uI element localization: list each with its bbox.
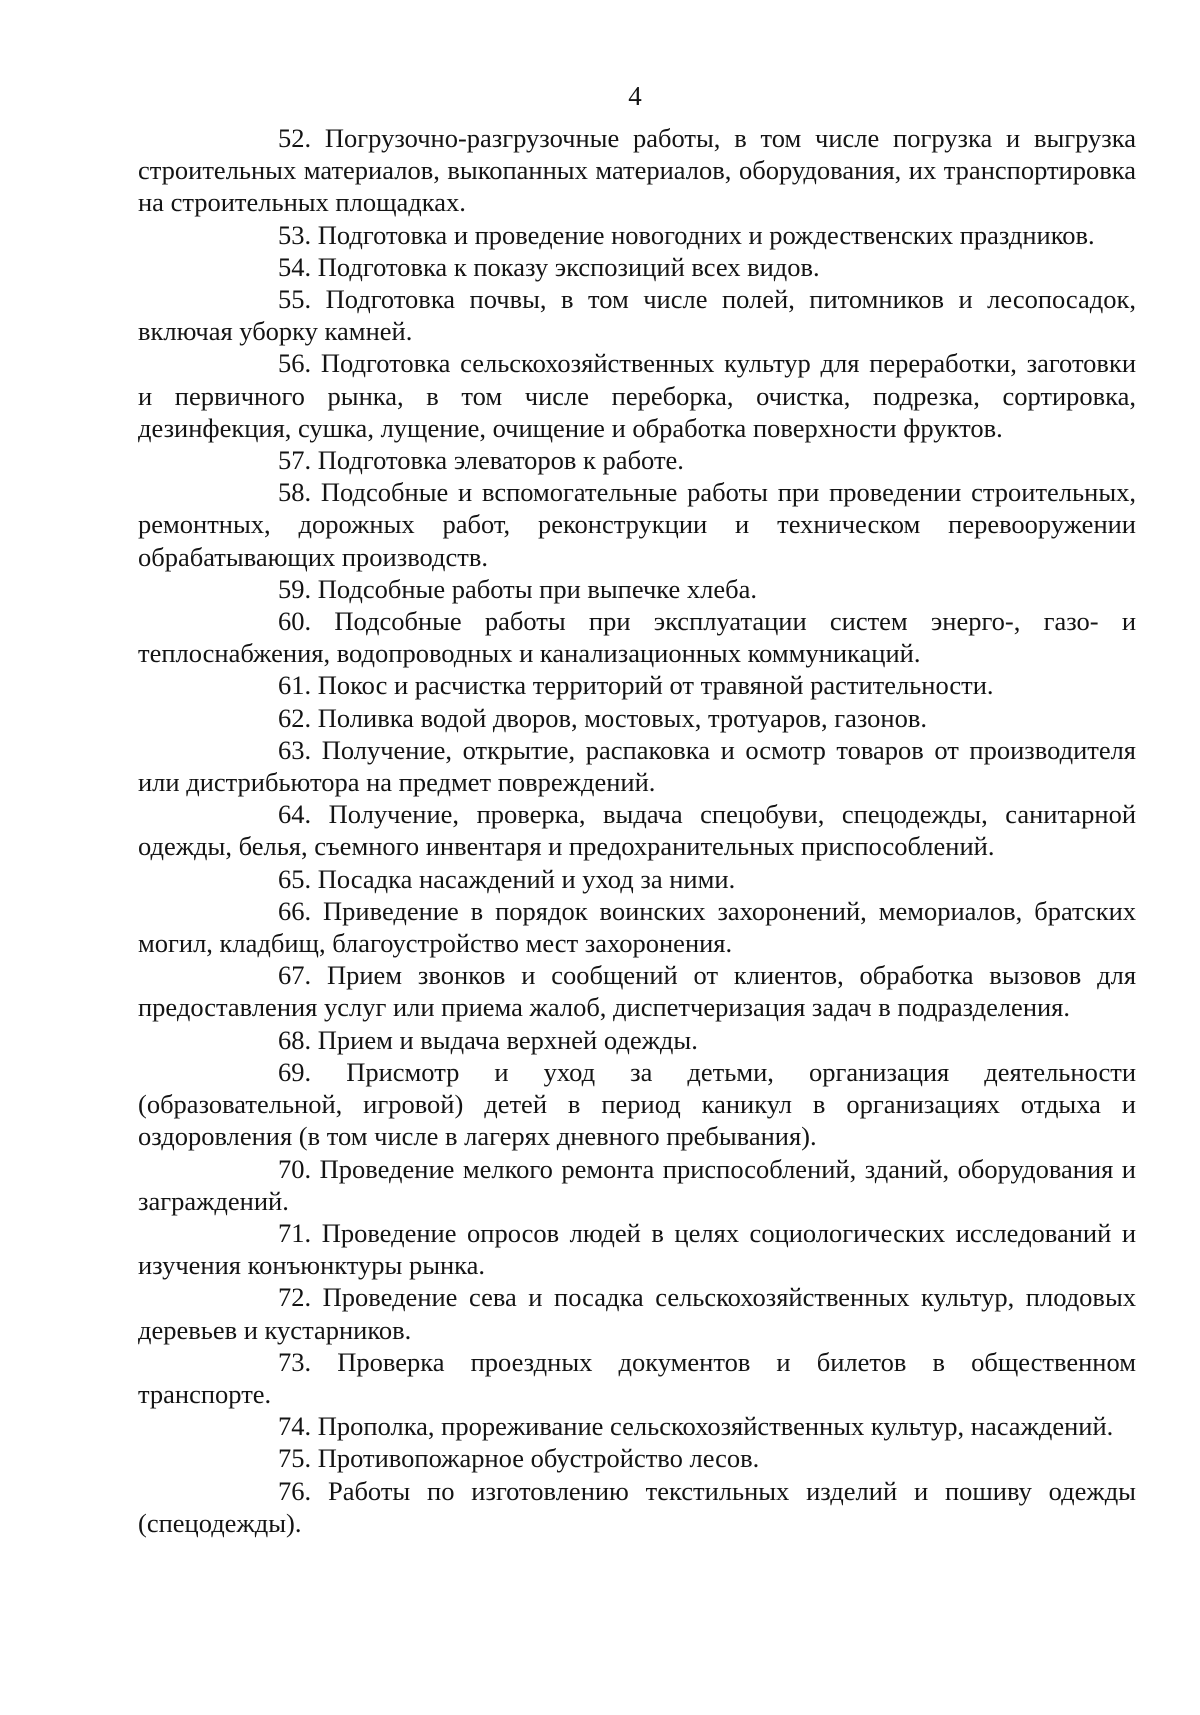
list-item-text: Подготовка и проведение новогодних и рождественских праздников. xyxy=(317,219,1095,250)
list-item xyxy=(138,219,1136,251)
list-item xyxy=(138,1346,1136,1410)
list-item-number: 59. xyxy=(278,573,312,604)
list-item-number: 57. xyxy=(278,445,312,476)
list-item xyxy=(138,702,1136,734)
list-item-text: Посадка насаждений и уход за ними. xyxy=(317,863,736,894)
list-item xyxy=(138,1153,1136,1217)
list-item xyxy=(138,476,1136,573)
list-item-number: 69. xyxy=(278,1056,312,1087)
list-item xyxy=(138,1281,1136,1345)
list-item-number: 76. xyxy=(278,1475,312,1506)
list-item-text: Погрузочно-разгрузочные работы, в том числе погрузка и выгрузка строительных материалов, выкопанных материалов, оборудования, их транспортировка на строительных площадках. xyxy=(138,123,1136,218)
list-item-number: 54. xyxy=(278,251,312,282)
list-item-number: 52. xyxy=(278,123,312,153)
list-item xyxy=(138,1217,1136,1281)
list-item-number: 75. xyxy=(278,1443,312,1474)
list-item xyxy=(138,734,1136,798)
list-item-number: 63. xyxy=(278,734,312,765)
list-item xyxy=(138,959,1136,1023)
list-item xyxy=(138,1410,1136,1442)
list-item xyxy=(138,863,1136,895)
numbered-list xyxy=(138,122,1136,1539)
list-item-text: Работы по изготовлению текстильных изделий и пошиву одежды (спецодежды). xyxy=(138,1475,1136,1538)
list-item-text: Поливка водой дворов, мостовых, тротуаров, газонов. xyxy=(317,702,927,733)
list-item-number: 71. xyxy=(278,1217,312,1248)
list-item-number: 62. xyxy=(278,702,312,733)
list-item-text: Приведение в порядок воинских захоронений, мемориалов, братских могил, кладбищ, благоустройство мест захоронения. xyxy=(138,895,1136,959)
list-item xyxy=(138,444,1136,476)
list-item-text: Противопожарное обустройство лесов. xyxy=(317,1443,760,1474)
list-item xyxy=(138,605,1136,669)
list-item-text: Получение, открытие, распаковка и осмотр товаров от производителя или дистрибьютора на предмет повреждений. xyxy=(138,734,1137,798)
list-item-number: 72. xyxy=(278,1282,312,1313)
list-item-text: Прием звонков и сообщений от клиентов, обработка вызовов для предоставления услуг или приема жалоб, диспетчеризация задач в подразделения. xyxy=(138,960,1137,1023)
list-item xyxy=(138,347,1136,444)
list-item-text: Подсобные и вспомогательные работы при проведении строительных, ремонтных, дорожных работ, реконструкции и техническом перевооружении обрабатывающих производств. xyxy=(138,477,1136,572)
list-item-text: Подсобные работы при выпечке хлеба. xyxy=(317,573,758,604)
list-item-text: Подготовка элеваторов к работе. xyxy=(317,445,684,476)
page-number: 4 xyxy=(628,81,642,111)
list-item-text: Подсобные работы при эксплуатации систем энерго-, газо- и теплоснабжения, водопроводных и канализационных коммуникаций. xyxy=(138,606,1137,669)
list-item xyxy=(138,1056,1136,1153)
list-item-text: Подготовка почвы, в том числе полей, питомников и лесопосадок, включая уборку камней. xyxy=(138,284,1137,347)
list-item-number: 53. xyxy=(278,219,312,250)
list-item xyxy=(138,573,1136,605)
list-item-number: 74. xyxy=(278,1411,312,1442)
list-item-number: 68. xyxy=(278,1024,312,1055)
list-item-number: 65. xyxy=(278,863,312,894)
list-item-text: Проверка проездных документов и билетов в общественном транспорте. xyxy=(138,1346,1136,1409)
list-item xyxy=(138,895,1136,959)
list-item-number: 67. xyxy=(278,960,312,991)
list-item-text: Получение, проверка, выдача спецобуви, спецодежды, санитарной одежды, белья, съемного инвентаря и предохранительных приспособлений. xyxy=(138,799,1136,862)
list-item-text: Проведение опросов людей в целях социологических исследований и изучения конъюнктуры рынка. xyxy=(138,1217,1137,1281)
list-item-text: Прием и выдача верхней одежды. xyxy=(317,1024,698,1055)
list-item-text: Подготовка к показу экспозиций всех видов. xyxy=(317,251,820,282)
list-item xyxy=(138,283,1136,347)
list-item-text: Покос и расчистка территорий от травяной растительности. xyxy=(317,670,994,701)
list-item-text: Присмотр и уход за детьми, организация деятельности (образовательной, игровой) детей в период каникул в организациях отдыха и оздоровления (в том числе в лагерях дневного пребывания). xyxy=(138,1056,1137,1152)
list-item-text: Подготовка сельскохозяйственных культур для переработки, заготовки и первичного рынка, в том числе переборка, очистка, подрезка, сортировка, дезинфекция, сушка, лущение, очищение и обработка поверхности фруктов. xyxy=(138,348,1136,443)
list-item-number: 70. xyxy=(278,1153,312,1184)
list-item xyxy=(138,669,1136,701)
list-item-number: 60. xyxy=(278,606,312,637)
list-item-number: 58. xyxy=(278,477,312,508)
list-item-number: 56. xyxy=(278,348,312,379)
list-item xyxy=(138,1442,1136,1474)
list-item xyxy=(138,1475,1136,1539)
list-item xyxy=(138,251,1136,283)
list-item xyxy=(138,798,1136,862)
list-item-number: 55. xyxy=(278,284,312,315)
list-item xyxy=(138,1024,1136,1056)
list-item-number: 66. xyxy=(278,895,312,926)
list-item-text: Проведение мелкого ремонта приспособлений, зданий, оборудования и заграждений. xyxy=(138,1153,1136,1216)
list-item-number: 64. xyxy=(278,799,312,830)
list-item-number: 61. xyxy=(278,670,312,701)
list-item-number: 73. xyxy=(278,1346,312,1377)
list-item-text: Проведение сева и посадка сельскохозяйственных культур, плодовых деревьев и кустарников. xyxy=(138,1282,1136,1345)
list-item xyxy=(138,122,1136,219)
list-item-text: Прополка, прореживание сельскохозяйственных культур, насаждений. xyxy=(317,1411,1114,1442)
